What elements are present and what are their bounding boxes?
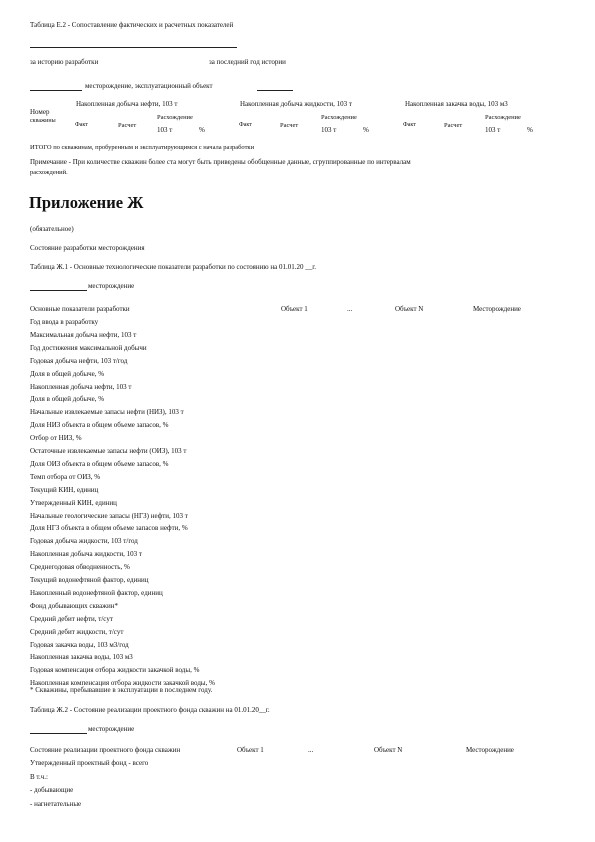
zh2-row-label: Утвержденный проектный фонд - всего [30,759,149,767]
table-zh2-caption: Таблица Ж.2 - Состояние реализации проектного фонда скважин на 01.01.20__г. [30,706,270,714]
zh1-row-label: Фонд добывающих скважин* [30,601,119,610]
blank-line [30,47,237,48]
zh1-field-label: месторождение [88,282,135,290]
zh2-header-ellipsis: ... [308,746,314,754]
zh1-row-label: Среднегодовая обводненность, % [30,563,130,572]
zh1-row-label: Доля в общей добыче, % [30,369,105,378]
group-water-dev: Расхождение [485,114,521,121]
zh1-row-label: Доля ОИЗ объекта в общем объеме запасов, % [30,459,169,468]
zh1-row-label: Текущий водонефтяной фактор, единиц [30,576,149,584]
appendix-title: Приложение Ж [29,193,144,212]
group-oil-unit2: % [199,126,205,134]
zh1-header-indicators: Основные показатели разработки [30,305,130,313]
blank-line [30,90,82,91]
total-row: ИТОГО по скважинам, пробуренным и эксплуатирующимся с начала разработки [30,144,255,151]
zh1-row-label: Средний дебит нефти, т/сут [30,614,113,623]
group-water-unit1: 103 т [485,126,501,134]
group-liquid-unit1: 103 т [321,126,337,134]
note-line-2: расхождений. [30,169,68,176]
zh1-row-label: Утвержденный КИН, единиц [30,498,117,507]
group-water-title: Накопленная закачка воды, 103 м3 [405,100,508,108]
group-liquid-title: Накопленная добыча жидкости, 103 т [240,100,352,108]
zh1-row-label: Годовая закачка воды, 103 м3/год [30,640,129,649]
appendix-status: (обязательное) [30,225,74,233]
zh1-row-label: Годовая добыча жидкости, 103 т/год [30,537,138,546]
zh1-row-label: Текущий КИН, единиц [30,485,99,494]
zh1-row-label: Темп отбора от ОИЗ, % [30,472,101,481]
zh1-row-label: Доля НГЗ объекта в общем объеме запасов нефти, % [30,524,188,533]
blank-line [30,290,87,291]
appendix-subtitle: Состояние разработки месторождения [30,244,145,252]
zh1-row-label: Отбор от НИЗ, % [30,434,82,443]
field-object-label: месторождение, эксплуатационный объект [85,82,213,90]
group-oil-calc: Расчет [118,122,137,129]
group-oil-fact: Факт [75,122,88,128]
zh2-header-objectN: Объект N [374,746,403,754]
zh1-row-label: Доля в общей добыче, % [30,395,105,404]
group-liquid-unit2: % [363,126,369,134]
blank-line [257,90,293,91]
zh1-row-label: Накопленный водонефтяной фактор, единиц [30,588,163,597]
zh2-header-field: Месторождение [466,746,514,754]
period-history-label: за историю разработки [30,58,99,66]
zh1-row-label: Накопленная добыча нефти, 103 т [30,382,132,391]
zh1-row-label: Накопленная закачка воды, 103 м3 [30,653,133,662]
group-oil-dev: Расхождение [157,114,193,121]
period-last-year-label: за последний год истории [209,58,286,66]
zh1-row-label: Начальные геологические запасы (НГЗ) нефти, 103 т [30,511,188,520]
zh2-field-label: месторождение [88,725,135,733]
zh1-header-ellipsis: ... [347,305,353,313]
zh2-row-label: - добывающие [30,786,74,794]
group-water-unit2: % [527,126,533,134]
group-oil-title: Накопленная добыча нефти, 103 т [76,100,178,108]
group-liquid-dev: Расхождение [321,114,357,121]
zh1-row-label: Начальные извлекаемые запасы нефти (НИЗ), 103 т [30,408,184,417]
table-zh1-caption: Таблица Ж.1 - Основные технологические показатели разработки по состоянию на 01.01.20 __г. [30,263,317,271]
col-well-number: Номер [30,108,50,116]
zh1-header-object1: Объект 1 [281,305,308,313]
zh1-row-label: Год ввода в разработку [30,318,99,326]
group-liquid-calc: Расчет [280,122,299,129]
zh1-footnote: * Скважины, пребывавшие в эксплуатации в последнем году. [30,686,213,694]
zh1-row-label: Доля НИЗ объекта в общем объеме запасов, % [30,421,169,430]
zh1-row-label: Накопленная компенсация отбора жидкости закачкой воды, % [30,679,215,688]
zh1-header-field: Месторождение [473,305,521,313]
zh2-header-state: Состояние реализации проектного фонда скважин [30,746,181,754]
zh1-row-label: Максимальная добыча нефти, 103 т [30,330,137,339]
col-well-number-2: скважины [30,118,56,124]
zh1-row-label: Годовая компенсация отбора жидкости закачкой воды, % [30,666,200,675]
group-water-fact: Факт [403,122,416,128]
group-water-calc: Расчет [444,122,463,129]
zh2-row-label: - нагнетательные [30,799,82,808]
group-oil-unit1: 103 т [157,126,173,134]
zh1-row-label: Накопленная добыча жидкости, 103 т [30,550,142,559]
zh1-row-label: Год достижения максимальной добычи [30,343,147,352]
zh2-header-object1: Объект 1 [237,746,264,754]
zh2-row-label: В т.ч.: [30,772,48,781]
zh1-header-objectN: Объект N [395,305,424,313]
zh1-row-label: Годовая добыча нефти, 103 т/год [30,356,128,365]
table-e2-caption: Таблица Е.2 - Сопоставление фактических и расчетных показателей [30,21,234,29]
zh1-row-label: Остаточные извлекаемые запасы нефти (ОИЗ), 103 т [30,447,187,455]
blank-line [30,733,87,734]
note-line-1: Примечание - При количестве скважин более ста могут быть приведены обобщенные данные, сгруппированные по интервалам [30,158,411,166]
group-liquid-fact: Факт [239,122,252,128]
zh1-row-label: Средний дебит жидкости, т/сут [30,627,124,636]
